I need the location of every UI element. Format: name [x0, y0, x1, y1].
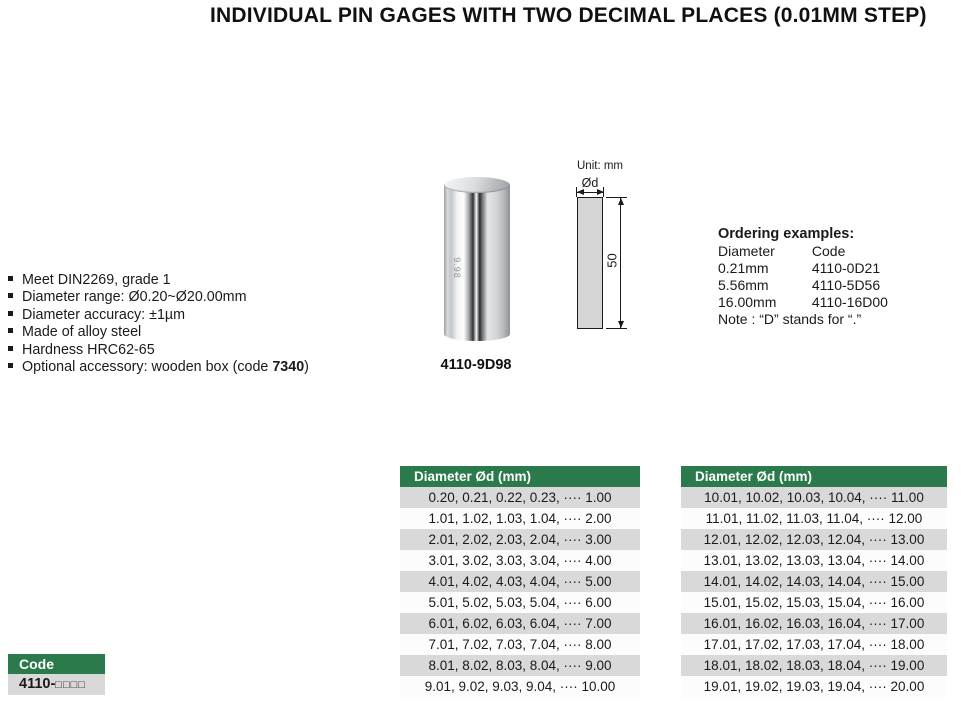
table-row: 13.01, 13.02, 13.03, 13.04, ···· 14.00: [681, 550, 947, 571]
bullet-square-icon: [8, 293, 13, 298]
feature-text: Meet DIN2269, grade 1: [22, 272, 171, 288]
feature-item: [8, 324, 309, 341]
feature-text: Made of alloy steel: [22, 324, 142, 341]
pin-gage-engraving: 9.98: [451, 257, 462, 279]
pin-side-view: [577, 197, 603, 329]
feature-text: Hardness HRC62-65: [22, 341, 155, 358]
table-row: 7.01, 7.02, 7.03, 7.04, ···· 8.00: [400, 634, 640, 655]
table-row: 12.01, 12.02, 12.03, 12.04, ···· 13.00: [681, 529, 947, 550]
table-row: 1.01, 1.02, 1.03, 1.04, ···· 2.00: [400, 508, 640, 529]
bullet-square-icon: [8, 311, 13, 316]
ordering-row: 16.00mm 4110-16D00: [718, 294, 888, 310]
feature-item-optional-accessory: [8, 359, 309, 376]
table-row: 5.01, 5.02, 5.03, 5.04, ···· 6.00: [400, 592, 640, 613]
arrow-up-icon: [618, 198, 624, 205]
ordering-title: Ordering examples:: [718, 226, 855, 242]
product-model-label: 4110-9D98: [440, 357, 512, 373]
table-row: 0.20, 0.21, 0.22, 0.23, ···· 1.00: [400, 487, 640, 508]
bullet-square-icon: [8, 346, 13, 351]
table-row: 10.01, 10.02, 10.03, 10.04, ···· 11.00: [681, 487, 947, 508]
arrow-down-icon: [618, 321, 624, 328]
table-row: 15.01, 15.02, 15.03, 15.04, ···· 16.00: [681, 592, 947, 613]
ordering-row: 5.56mm 4110-5D56: [718, 277, 881, 293]
order-code-box: [8, 654, 105, 695]
table-row: 18.01, 18.02, 18.03, 18.04, ···· 19.00: [681, 655, 947, 676]
feature-item: [8, 307, 309, 324]
feature-text: Optional accessory: wooden box (code 7340): [22, 359, 309, 376]
diameter-table-left: [400, 466, 640, 697]
feature-text: Diameter range: Ø0.20~Ø20.00mm: [22, 289, 247, 306]
bullet-square-icon: [8, 363, 13, 368]
table-row: 9.01, 9.02, 9.03, 9.04, ···· 10.00: [400, 676, 640, 697]
ordering-header-row: [718, 243, 888, 260]
bullet-square-icon: [8, 276, 13, 281]
feature-text: Diameter accuracy: ±1µm: [22, 306, 186, 323]
table-row: 19.01, 19.02, 19.03, 19.04, ···· 20.00: [681, 676, 947, 697]
diameter-dimension-label: Ød: [581, 176, 599, 190]
table-row: 16.01, 16.02, 16.03, 16.04, ···· 17.00: [681, 613, 947, 634]
length-dimension-label: 50: [604, 253, 620, 268]
table-row: 11.01, 11.02, 11.03, 11.04, ···· 12.00: [681, 508, 947, 529]
table-row: 17.01, 17.02, 17.03, 17.04, ···· 18.00: [681, 634, 947, 655]
feature-item: [8, 289, 309, 306]
code-box-header: Code: [8, 654, 105, 674]
ordering-col1-header: Diameter: [718, 243, 775, 259]
ordering-examples: [718, 226, 888, 328]
table-body: [681, 487, 947, 697]
accessory-code: 7340: [272, 359, 305, 376]
table-header: Diameter Ød (mm): [400, 466, 640, 487]
table-row: 4.01, 4.02, 4.03, 4.04, ···· 5.00: [400, 571, 640, 592]
pin-gage-top-face: [444, 177, 510, 193]
pin-gage-photo: [444, 177, 510, 341]
table-row: 14.01, 14.02, 14.03, 14.04, ···· 15.00: [681, 571, 947, 592]
ordering-col2-header: Code: [811, 243, 846, 259]
page-title: INDIVIDUAL PIN GAGES WITH TWO DECIMAL PLACES (0.01MM STEP): [210, 4, 927, 27]
ordering-row: 0.21mm 4110-0D21: [718, 260, 881, 276]
feature-list: [8, 272, 309, 376]
table-body: [400, 487, 640, 697]
code-prefix: 4110-: [19, 676, 56, 692]
code-box-value: [8, 674, 105, 695]
table-row: 3.01, 3.02, 3.03, 3.04, ···· 4.00: [400, 550, 640, 571]
arrow-right-icon: [597, 189, 604, 195]
table-row: 6.01, 6.02, 6.03, 6.04, ···· 7.00: [400, 613, 640, 634]
table-row: 2.01, 2.02, 2.03, 2.04, ···· 3.00: [400, 529, 640, 550]
table-header: Diameter Ød (mm): [681, 466, 947, 487]
feature-item: [8, 342, 309, 359]
table-row: 8.01, 8.02, 8.03, 8.04, ···· 9.00: [400, 655, 640, 676]
ordering-note: Note : “D” stands for “.”: [718, 311, 862, 327]
extension-line: [606, 328, 627, 329]
length-dimension-line: [620, 198, 621, 328]
diameter-table-right: [681, 466, 947, 697]
code-placeholder-squares: □□□□: [55, 679, 86, 691]
unit-label: Unit: mm: [577, 160, 623, 172]
bullet-square-icon: [8, 328, 13, 333]
feature-item: [8, 272, 309, 289]
arrow-left-icon: [577, 189, 584, 195]
